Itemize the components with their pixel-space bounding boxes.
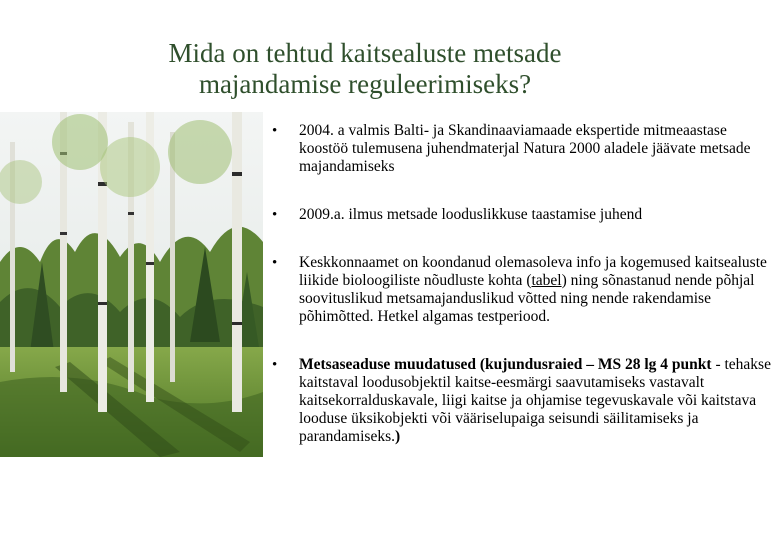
tabel-link[interactable]: tabel (531, 272, 562, 289)
bullet-list (272, 122, 772, 446)
list-item (272, 122, 772, 176)
forest-photo (0, 112, 263, 457)
bullet-text-part: ) ning sõnastanud nende põhjal soovituslikud metsamajanduslikud võtted ning nende rakendamise põhimõtted. Hetkel algamas testperiood. (299, 272, 755, 325)
bullet-marker: • (272, 207, 278, 223)
bullet-text (299, 254, 767, 325)
bullet-text (299, 356, 771, 445)
list-item (272, 356, 772, 446)
bullet-text-bold: Metsaseaduse muudatused (kujundusraied – MS 28 lg 4 punkt (299, 356, 712, 373)
list-item (272, 254, 772, 326)
bullet-text: 2004. a valmis Balti- ja Skandinaaviamaade ekspertide mitmeaastase koostöö tulemusena juhendmaterjal Natura 2000 aladele jäävate metsade majandamiseks (299, 122, 751, 175)
bullet-text: 2009.a. ilmus metsade looduslikkuse taastamise juhend (299, 206, 643, 223)
bullet-marker: • (272, 357, 278, 373)
slide-title (60, 38, 670, 100)
bullet-text-bold: ) (394, 428, 401, 445)
bullet-marker: • (272, 123, 278, 139)
bullet-marker: • (272, 255, 278, 271)
bullet-text-part: - tehakse kaitstaval loodusobjektil kaitse-eesmärgi saavutamiseks vastavalt kaitsekorralduskavale, liigi kaitse ja ohjamise tegevuskavale või kaitstava looduse üksikobjekti või vääriselupaiga seisundi säilitamiseks ja parandamiseks. (299, 356, 771, 445)
list-item (272, 206, 772, 224)
bullet-text-part: Keskkonnaamet on koondanud olemasoleva info ja kogemused kaitsealuste liikide bioloogiliste nõudluste kohta ( (299, 254, 767, 289)
title-line-2: majandamise reguleerimiseks? (198, 69, 532, 99)
forest-photo-icon (0, 112, 263, 457)
title-line-1: Mida on tehtud kaitsealuste metsade (168, 38, 562, 68)
